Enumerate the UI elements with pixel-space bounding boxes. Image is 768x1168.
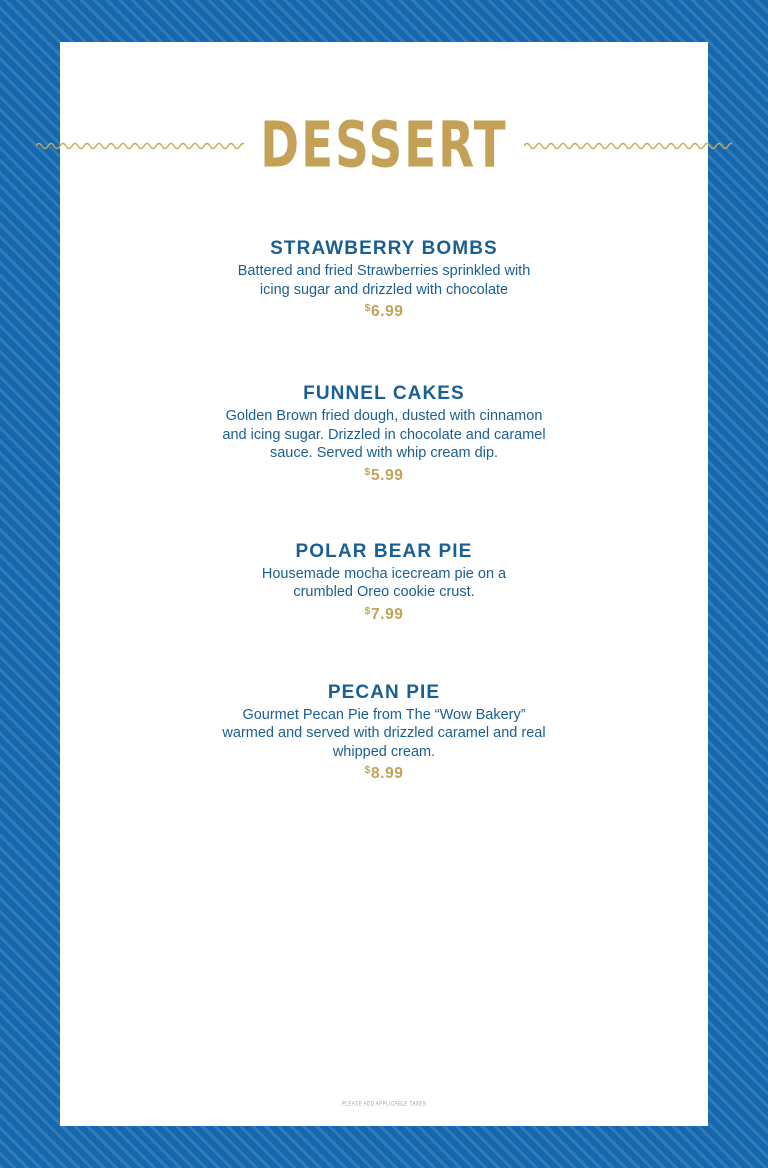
- currency-symbol: $: [364, 465, 371, 478]
- menu-item: [60, 541, 708, 624]
- squiggle-left-icon: [36, 139, 244, 153]
- currency-symbol: $: [364, 604, 371, 617]
- menu-content: [60, 42, 708, 1126]
- menu-items: [60, 238, 708, 783]
- menu-card: [60, 42, 708, 1126]
- menu-item: [60, 383, 708, 485]
- price-value: 5.99: [370, 466, 404, 484]
- menu-item-price: [60, 466, 708, 485]
- page-title: DESSERT: [260, 109, 508, 183]
- menu-item-description: Golden Brown fried dough, dusted with cinnamon and icing sugar. Drizzled in chocolate and caramel sauce. Served with whip cream dip.: [222, 408, 546, 461]
- menu-item-description: Battered and fried Strawberries sprinkled with icing sugar and drizzled with chocolate: [237, 263, 531, 298]
- currency-symbol: $: [364, 764, 371, 776]
- footer-note: PLEASE ADD APPLICABLE TAXES: [341, 1100, 427, 1107]
- menu-item-price: [60, 302, 708, 321]
- menu-item-name: POLAR BEAR PIE: [295, 540, 473, 562]
- menu-item-name: PECAN PIE: [327, 681, 441, 703]
- price-value: 7.99: [370, 605, 404, 623]
- price-value: 8.99: [370, 765, 404, 782]
- currency-symbol: $: [364, 302, 371, 314]
- menu-item: [60, 238, 708, 321]
- menu-item-name: STRAWBERRY BOMBS: [270, 238, 498, 259]
- menu-item-name: FUNNEL CAKES: [303, 383, 465, 404]
- price-value: 6.99: [370, 303, 404, 320]
- menu-item-description: Housemade mocha icecream pie on a crumbled Oreo cookie crust.: [261, 565, 507, 600]
- squiggle-right-icon: [524, 139, 732, 153]
- menu-item-description: Gourmet Pecan Pie from The “Wow Bakery” warmed and served with drizzled caramel and real whipped cream.: [222, 706, 546, 760]
- menu-item-price: [60, 764, 708, 783]
- menu-item-price: [60, 605, 708, 624]
- menu-title-row: [60, 109, 708, 183]
- menu-item: [60, 682, 708, 784]
